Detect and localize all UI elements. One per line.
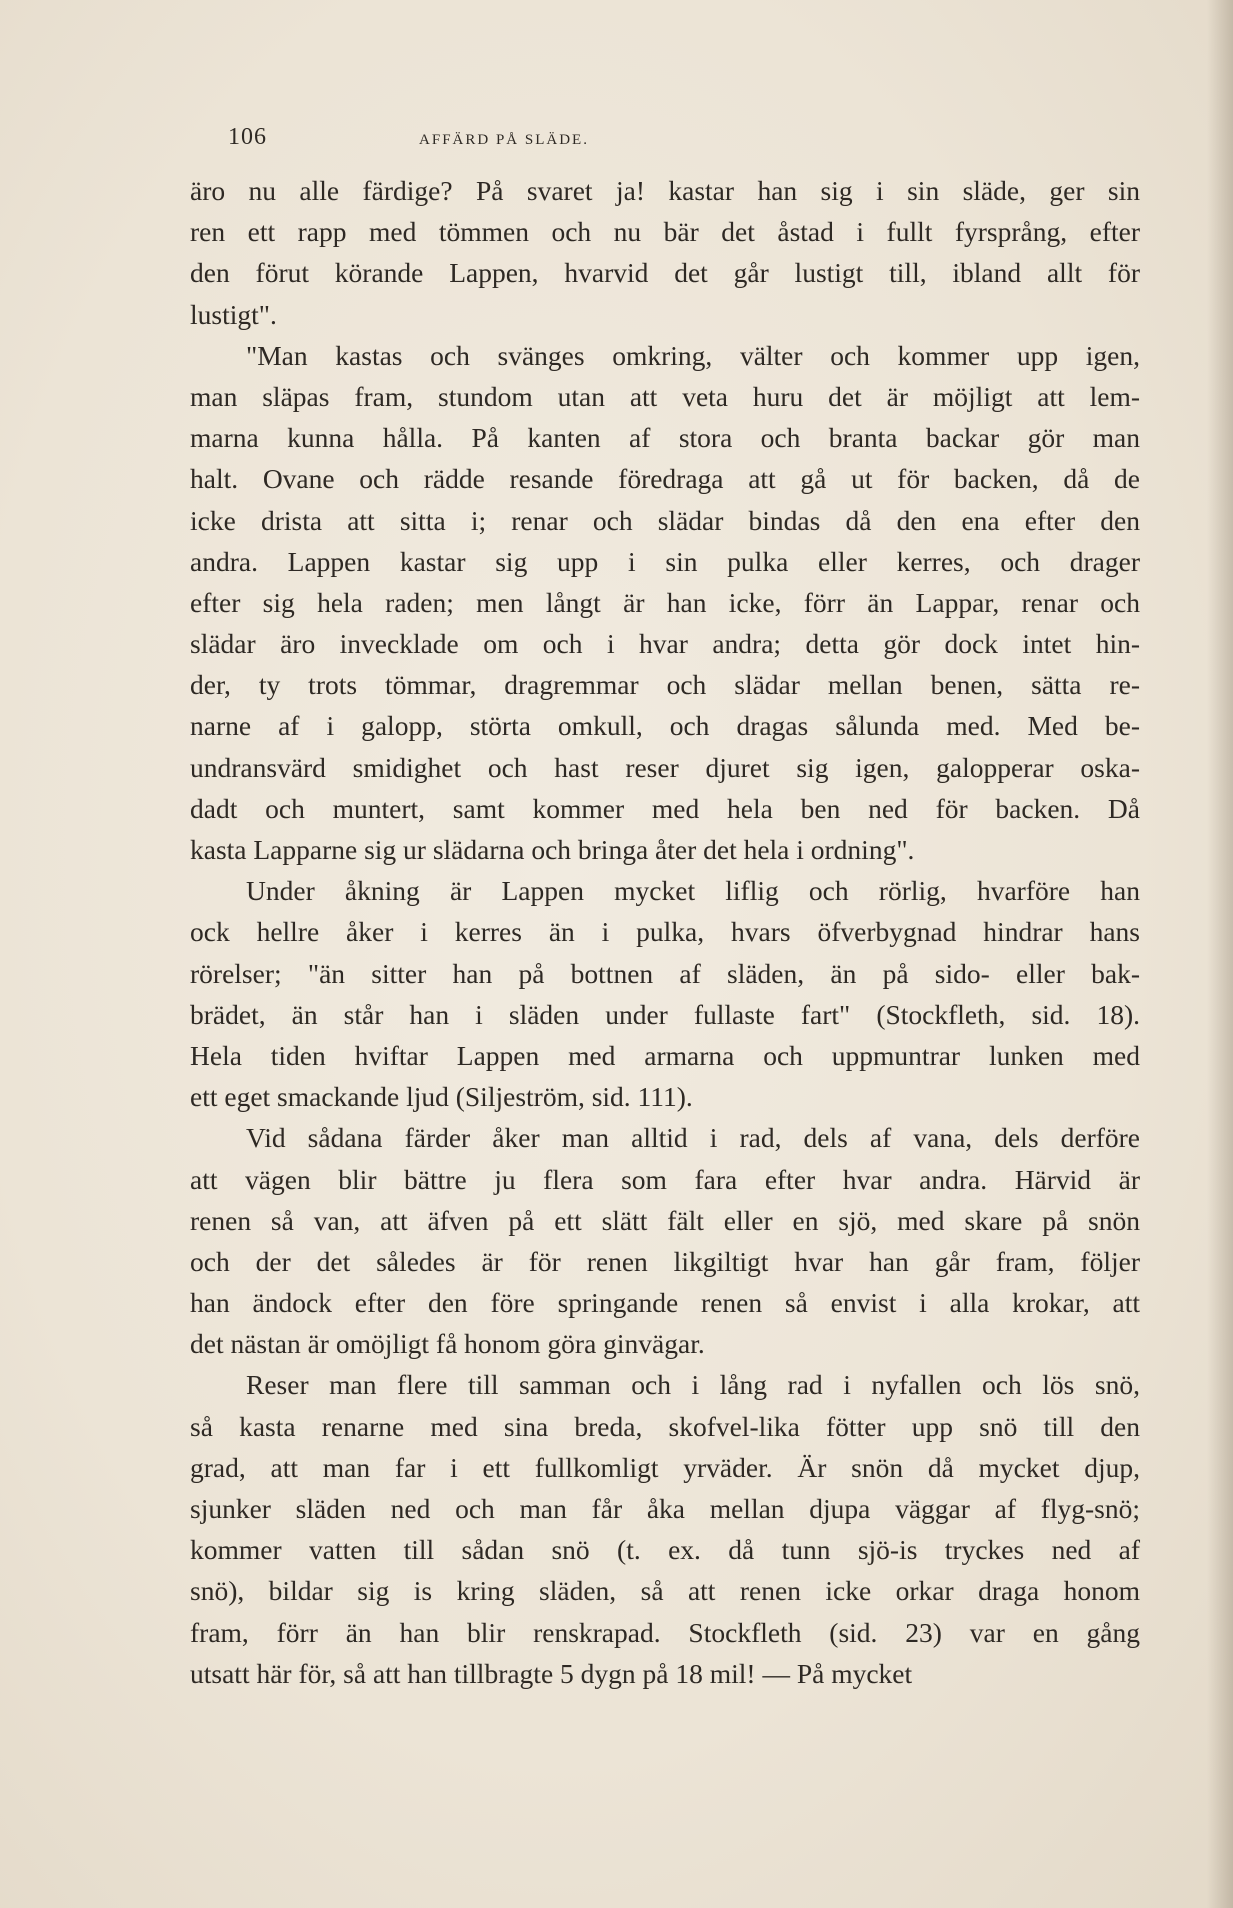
text-line: Hela tiden hviftar Lappen med armarna och uppmuntrar lunken med	[190, 1039, 1140, 1071]
text-line: den förut körande Lappen, hvarvid det går lustigt till, ibland allt för	[190, 257, 1140, 289]
text-line: dadt och muntert, samt kommer med hela ben ned för backen. Då	[190, 792, 1140, 824]
page-number: 106	[228, 124, 267, 150]
text-line: grad, att man far i ett fullkomligt yrväder. Är snön då mycket djup,	[190, 1451, 1140, 1483]
text-body	[190, 170, 1140, 1694]
text-line: brädet, än står han i släden under fullaste fart" (Stockfleth, sid. 18).	[190, 998, 1140, 1030]
text-line: marna kunna hålla. På kanten af stora och branta backar gör man	[190, 422, 1140, 454]
text-line: narne af i galopp, störta omkull, och dragas sålunda med. Med be-	[190, 710, 1140, 742]
paragraph	[190, 170, 1140, 335]
text-line: undransvärd smidighet och hast reser djuret sig igen, galopperar oska-	[190, 751, 1140, 783]
text-line: sjunker släden ned och man får åka mellan djupa väggar af flyg-snö;	[190, 1493, 1140, 1524]
text-line: icke drista att sitta i; renar och slädar bindas då den ena efter den	[190, 504, 1140, 536]
text-line: der, ty trots tömmar, dragremmar och slädar mellan benen, sätta re-	[190, 669, 1140, 701]
text-line: andra. Lappen kastar sig upp i sin pulka eller kerres, och drager	[190, 545, 1140, 577]
text-line: utsatt här för, så att han tillbragte 5 dygn på 18 mil! — På mycket	[190, 1657, 913, 1689]
paragraph	[190, 1117, 1140, 1364]
text-line: kommer vatten till sådan snö (t. ex. då tunn sjö-is tryckes ned af	[190, 1534, 1140, 1566]
text-line: "Man kastas och svänges omkring, välter och kommer upp igen,	[246, 339, 1140, 371]
paragraph	[190, 870, 1140, 1117]
text-line: efter sig hela raden; men långt är han icke, förr än Lappar, renar och	[190, 586, 1140, 618]
text-line: och der det således är för renen likgiltigt hvar han går fram, följer	[190, 1245, 1140, 1277]
text-line: han ändock efter den före springande renen så envist i alla krokar, att	[190, 1287, 1140, 1319]
text-line: rörelser; "än sitter han på bottnen af släden, än på sido- eller bak-	[190, 957, 1140, 989]
text-line: man släpas fram, stundom utan att veta huru det är möjligt att lem-	[190, 380, 1140, 412]
text-line: Vid sådana färder åker man alltid i rad, dels af vana, dels derföre	[246, 1122, 1140, 1154]
text-line: att vägen blir bättre ju flera som fara efter hvar andra. Härvid är	[190, 1163, 1140, 1195]
page-header	[228, 124, 780, 154]
text-line: renen så van, att äfven på ett slätt fält eller en sjö, med skare på snön	[190, 1204, 1140, 1236]
text-line: det nästan är omöjligt få honom göra ginvägar.	[190, 1328, 705, 1360]
text-line: ock hellre åker i kerres än i pulka, hvars öfverbygnad hindrar hans	[190, 916, 1140, 948]
text-line: kasta Lapparne sig ur slädarna och bringa åter det hela i ordning".	[190, 834, 915, 865]
paragraph	[190, 1364, 1140, 1694]
running-head: AFFÄRD PÅ SLÄDE.	[419, 132, 589, 148]
text-line: så kasta renarne med sina breda, skofvel-lika fötter upp snö till den	[190, 1410, 1140, 1442]
page-edge-shadow	[1207, 0, 1233, 1908]
text-line: slädar äro invecklade om och i hvar andra; detta gör dock intet hin-	[190, 628, 1140, 660]
text-line: lustigt".	[190, 298, 277, 330]
text-line: snö), bildar sig is kring släden, så att renen icke orkar draga honom	[190, 1575, 1140, 1607]
text-line: Under åkning är Lappen mycket liflig och rörlig, hvarföre han	[246, 875, 1140, 907]
text-line: halt. Ovane och rädde resande föredraga att gå ut för backen, då de	[190, 463, 1140, 495]
text-line: ren ett rapp med tömmen och nu bär det åstad i fullt fyrsprång, efter	[190, 216, 1140, 248]
text-line: ett eget smackande ljud (Siljeström, sid. 111).	[190, 1081, 693, 1113]
text-line: fram, förr än han blir renskrapad. Stockfleth (sid. 23) var en gång	[190, 1616, 1140, 1648]
paragraph	[190, 335, 1140, 870]
text-line: äro nu alle färdige? På svaret ja! kastar han sig i sin släde, ger sin	[190, 175, 1140, 206]
text-line: Reser man flere till samman och i lång rad i nyfallen och lös snö,	[246, 1369, 1140, 1401]
